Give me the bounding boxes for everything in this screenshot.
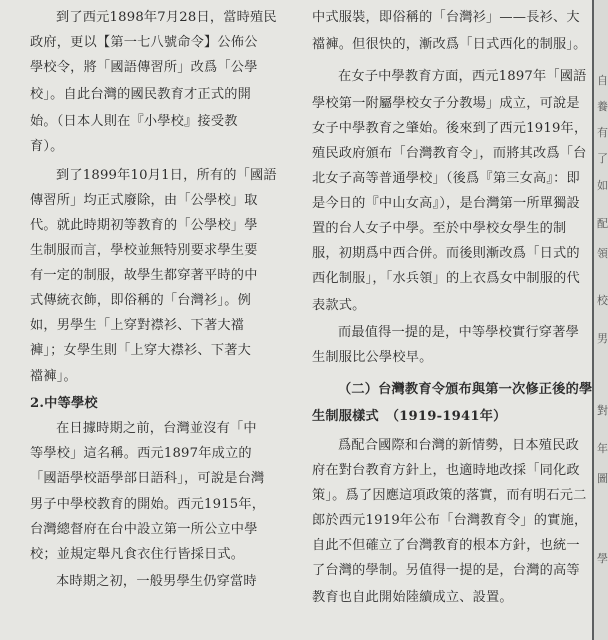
edge-glyph: 如 [597, 179, 608, 192]
text-line: 式傳統衣飾，即俗稱的「台灣衫」。例 [30, 293, 251, 308]
edge-glyph: 配 [597, 217, 608, 230]
text-line: 有一定的制服，故學生都穿著平時的中 [30, 268, 258, 283]
edge-glyph: 年 [597, 442, 608, 455]
text-line: 是今日的『中山女高』），是台灣第一所單獨設 [312, 196, 580, 211]
text-line: 到了西元1898年7月28日，當時殖民 [56, 10, 277, 25]
edge-glyph: 圖 [597, 472, 608, 485]
text-line: 表款式。 [312, 298, 366, 313]
edge-glyph: 對 [597, 404, 608, 417]
text-line: 府在對台教育方針上，也適時地改採「同化政 [312, 463, 580, 478]
section-heading: 生制服樣式 （1919-1941年） [312, 409, 507, 424]
text-line: 始。（日本人則在『小學校』接受教 [30, 114, 238, 129]
text-line: 北女子高等普通學校」（後爲『第三女高』：即 [312, 171, 580, 186]
text-line: 到了1899年10月1日，所有的「國語 [56, 168, 277, 183]
text-line: 殖民政府頒布「台灣教育令」，而將其改爲「台 [312, 146, 587, 161]
section-heading: （二）台灣教育令頒布與第一次修正後的學 [338, 382, 593, 397]
text-line: 傳習所」均正式廢除，由「公學校」取 [30, 193, 258, 208]
edge-glyph: 養 [597, 100, 608, 113]
text-line: 而最值得一提的是，中等學校實行穿著學 [338, 325, 579, 340]
text-line: 台灣總督府在台中設立第一所公立中學 [30, 522, 258, 537]
adjacent-page-edge [592, 0, 608, 640]
text-line: 學校令，將「國語傳習所」改爲「公學 [30, 60, 258, 75]
edge-glyph: 自 [597, 74, 608, 87]
edge-glyph: 男 [597, 332, 608, 345]
edge-glyph: 校 [597, 294, 608, 307]
text-line: 襠褲。但很快的，漸改爲「日式西化的制服」。 [312, 37, 587, 52]
text-line: 褲」；女學生則「上穿大襟衫、下著大 [30, 343, 251, 358]
text-line: 育）。 [30, 139, 64, 154]
text-line: 服，初期爲中西合併。而後則漸改爲「日式的 [312, 246, 580, 261]
text-line: 代。就此時期初等教育的「公學校」學 [30, 218, 258, 233]
text-line: 「國語學校語學部日語科」，可說是台灣 [30, 471, 265, 486]
text-line: 西化制服」，「水兵領」的上衣爲女中制服的代 [312, 271, 580, 286]
text-line: 校；並規定舉凡食衣住行皆採日式。 [30, 547, 245, 562]
text-line: 自此不但確立了台灣教育的根本方針，也統一 [312, 538, 580, 553]
text-line: 在女子中學教育方面，西元1897年「國語 [338, 69, 587, 84]
edge-glyph: 學 [597, 552, 608, 565]
edge-glyph: 有 [597, 126, 608, 139]
text-line: 置的台人女子中學。至於中學校女學生的制 [312, 221, 567, 236]
text-line: 了台灣的學制。另值得一提的是，台灣的高等 [312, 563, 580, 578]
text-line: 郎於西元1919年公布「台灣教育令」的實施， [312, 513, 588, 528]
edge-glyph: 領 [597, 247, 608, 260]
text-line: 爲配合國際和台灣的新情勢，日本殖民政 [338, 438, 579, 453]
text-line: 本時期之初，一般男學生仍穿當時 [56, 574, 257, 589]
section-heading: 2.中等學校 [30, 396, 98, 411]
text-line: 在日據時期之前，台灣並沒有「中 [56, 421, 257, 436]
text-line: 教育也自此開始陸續成立、設置。 [312, 590, 513, 605]
text-line: 政府，更以【第一七八號命令】公佈公 [30, 35, 258, 50]
text-line: 生制服而言，學校並無特別要求學生要 [30, 243, 258, 258]
text-line: 襠褲」。 [30, 369, 77, 384]
text-line: 如，男學生「上穿對襟衫、下著大襠 [30, 318, 245, 333]
text-line: 女子中學教育之肇始。後來到了西元1919年， [312, 121, 588, 136]
text-line: 等學校」這名稱。西元1897年成立的 [30, 446, 252, 461]
text-line: 中式服裝，即俗稱的「台灣衫」——長衫、大 [312, 10, 580, 25]
edge-glyph: 了 [597, 152, 608, 165]
text-line: 學校第一附屬學校女子分教場」成立，可說是 [312, 96, 580, 111]
text-line: 生制服比公學校早。 [312, 350, 433, 365]
text-line: 男子中學校教育的開始。西元1915年， [30, 497, 266, 512]
text-line: 策」。爲了因應這項政策的落實，而有明石元二 [312, 488, 587, 503]
text-line: 校」。自此台灣的國民教育才正式的開 [30, 87, 251, 102]
